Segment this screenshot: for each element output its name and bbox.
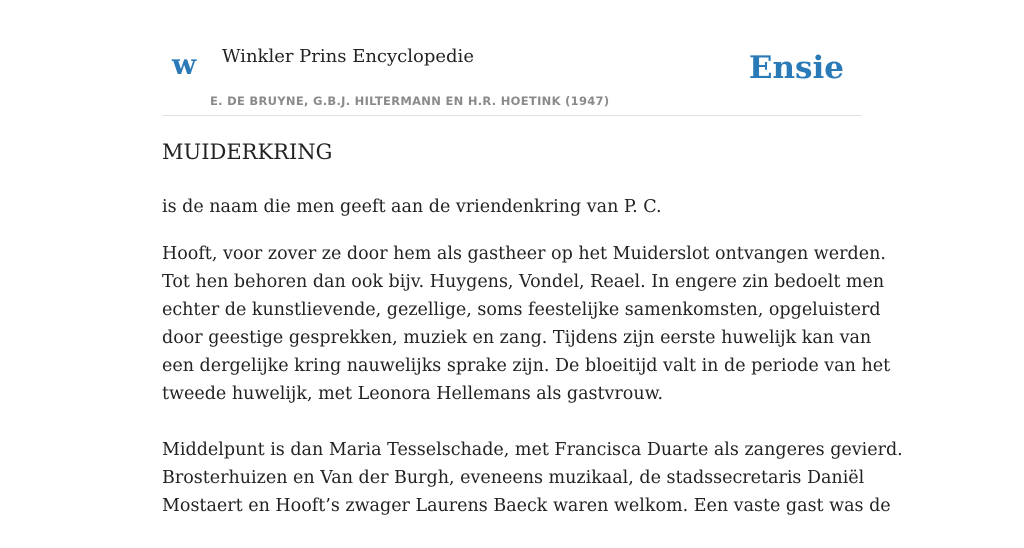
paragraph-2	[162, 436, 903, 520]
text-line: tweede huwelijk, met Leonora Hellemans als gastvrouw.	[162, 384, 664, 404]
text-line: Brosterhuizen en Van der Burgh, eveneens muzikaal, de stadssecretaris Daniël	[162, 468, 865, 488]
source-header	[162, 40, 862, 116]
text-line: Hooft, voor zover ze door hem als gastheer op het Muiderslot ontvangen werden.	[162, 244, 886, 264]
text-line: Mostaert en Hooft’s zwager Laurens Baeck waren welkom. Een vaste gast was de	[162, 496, 891, 516]
entry-body	[162, 240, 903, 548]
source-authors: E. DE BRUYNE, G.B.J. HILTERMANN EN H.R. HOETINK (1947)	[210, 94, 610, 108]
source-logo-icon[interactable]: w	[172, 48, 197, 81]
text-line: Tot hen behoren dan ook bijv. Huygens, Vondel, Reael. In engere zin bedoelt men	[162, 272, 885, 292]
site-logo[interactable]: Ensie	[748, 50, 844, 86]
entry-intro: is de naam die men geeft aan de vriendenkring van P. C.	[162, 197, 662, 217]
text-line: een dergelijke kring nauwelijks sprake zijn. De bloeitijd valt in de periode van het	[162, 356, 891, 376]
paragraph-1	[162, 240, 891, 408]
text-line: door geestige gesprekken, muziek en zang. Tijdens zijn eerste huwelijk kan van	[162, 328, 872, 348]
source-title[interactable]: Winkler Prins Encyclopedie	[222, 46, 474, 67]
entry-title: MUIDERKRING	[162, 140, 333, 164]
text-line: echter de kunstlievende, gezellige, soms feestelijke samenkomsten, opgeluisterd	[162, 300, 881, 320]
text-line: Middelpunt is dan Maria Tesselschade, met Francisca Duarte als zangeres gevierd.	[162, 440, 903, 460]
